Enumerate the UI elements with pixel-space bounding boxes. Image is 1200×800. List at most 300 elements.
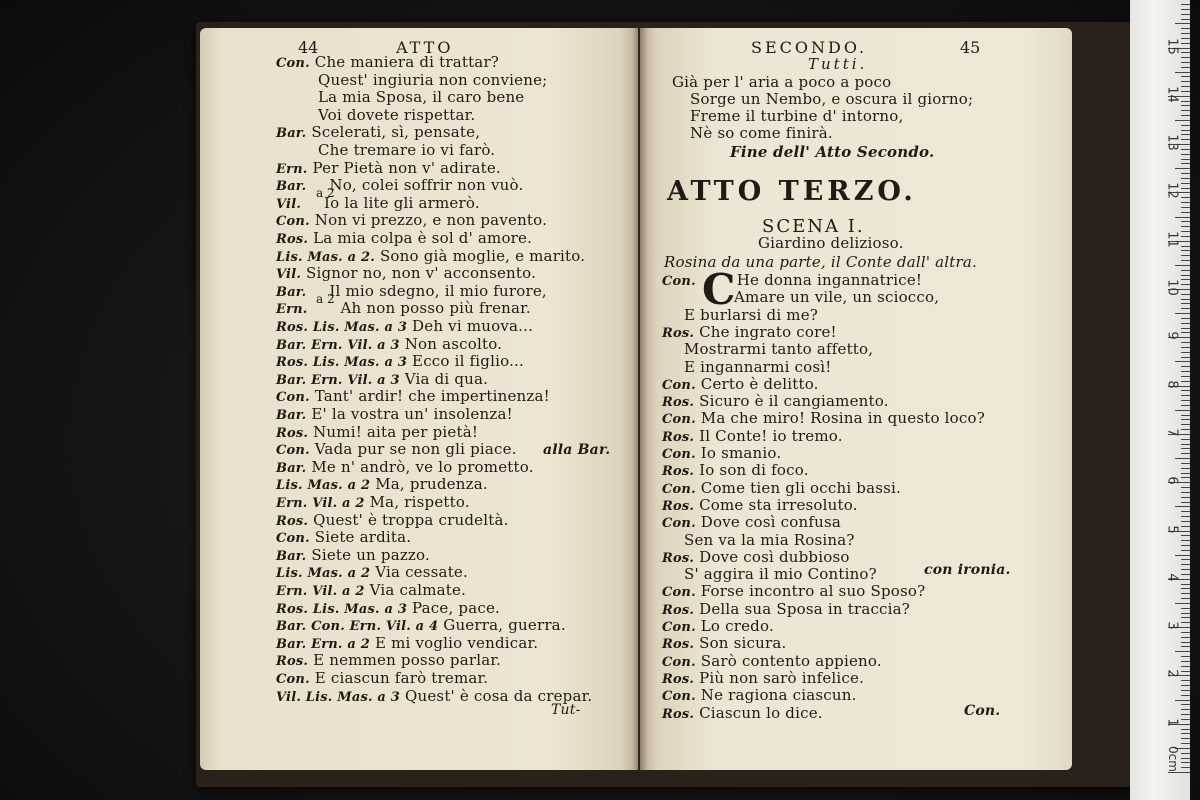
speaker-name: Con. bbox=[662, 274, 696, 289]
ruler-tick bbox=[1181, 38, 1190, 39]
ruler-tick bbox=[1181, 419, 1190, 420]
ruler-tick bbox=[1181, 521, 1190, 522]
speaker-name: Ros. bbox=[662, 430, 695, 445]
line-text: Io smanio. bbox=[700, 444, 782, 462]
speaker-name: Ros. bbox=[662, 326, 695, 341]
dialogue-line bbox=[318, 142, 495, 159]
ruler-tick bbox=[1181, 738, 1190, 739]
dialogue-line bbox=[684, 307, 818, 324]
speaker-name: Con. bbox=[662, 447, 696, 462]
ruler-tick bbox=[1181, 183, 1190, 184]
ruler-tick bbox=[1175, 603, 1190, 604]
ruler-tick bbox=[1181, 173, 1190, 174]
ruler-tick bbox=[1181, 511, 1190, 512]
line-text: Pace, pace. bbox=[412, 599, 501, 617]
stage-direction-top: Rosina da una parte, il Conte dall' altra. bbox=[664, 253, 977, 271]
speaker-name: Ros. bbox=[662, 551, 695, 566]
ruler-number: 8 bbox=[1164, 380, 1180, 389]
ruler-tick bbox=[1181, 332, 1190, 333]
line-text: Della sua Sposa in traccia? bbox=[699, 600, 911, 618]
ruler-tick bbox=[1181, 154, 1190, 155]
ruler-tick bbox=[1181, 115, 1190, 116]
speaker-name: Lis. Mas. a 2 bbox=[276, 566, 371, 581]
ruler-tick bbox=[1175, 23, 1190, 24]
ruler-tick bbox=[1181, 608, 1190, 609]
ruler-tick bbox=[1181, 400, 1190, 401]
dialogue-line bbox=[662, 635, 786, 653]
ruler-tick bbox=[1181, 207, 1190, 208]
line-text: Mostrarmi tanto affetto, bbox=[684, 340, 874, 358]
right-running-head: SECONDO. bbox=[751, 38, 868, 57]
chorus-line: Sorge un Nembo, e oscura il giorno; bbox=[690, 90, 974, 108]
ruler-tick bbox=[1181, 448, 1190, 449]
ruler-tick bbox=[1181, 202, 1190, 203]
speaker-name: Con. bbox=[662, 689, 696, 704]
scene-setting: Giardino delizioso. bbox=[758, 234, 904, 252]
speaker-name: Con. bbox=[276, 672, 310, 687]
ruler-tick bbox=[1181, 212, 1190, 213]
dialogue-line bbox=[276, 177, 523, 195]
line-text: Ciascun lo dice. bbox=[699, 704, 823, 722]
ruler-tick bbox=[1181, 57, 1190, 58]
line-text: Voi dovete rispettar. bbox=[318, 106, 476, 124]
ruler-tick bbox=[1181, 622, 1190, 623]
ruler-tick bbox=[1181, 43, 1190, 44]
dialogue-line bbox=[276, 124, 480, 142]
speaker-name: Con. bbox=[276, 56, 310, 71]
ruler-tick bbox=[1181, 617, 1190, 618]
a2-marker: a 2 bbox=[316, 186, 335, 200]
ruler-tick bbox=[1175, 313, 1190, 314]
dialogue-line bbox=[318, 72, 547, 89]
left-page-number: 44 bbox=[298, 38, 319, 57]
line-text: Siete un pazzo. bbox=[311, 546, 430, 564]
speaker-name: Bar. bbox=[276, 549, 307, 564]
ruler-tick bbox=[1181, 139, 1190, 140]
ruler-tick bbox=[1181, 284, 1190, 285]
ruler-tick bbox=[1181, 76, 1190, 77]
dialogue-line bbox=[276, 318, 533, 336]
ruler-tick bbox=[1175, 217, 1190, 218]
dialogue-line bbox=[662, 705, 823, 723]
ruler-tick bbox=[1181, 762, 1190, 763]
ruler-number: 6 bbox=[1164, 476, 1180, 485]
ruler-tick bbox=[1181, 632, 1190, 633]
line-text: Dove così confusa bbox=[700, 513, 841, 531]
stage-direction-irony: con ironia. bbox=[924, 562, 1011, 578]
ruler-tick bbox=[1181, 642, 1190, 643]
ruler-tick bbox=[1181, 347, 1190, 348]
speaker-name: Ros. bbox=[662, 637, 695, 652]
speaker-name: Con. bbox=[662, 585, 696, 600]
ruler-tick bbox=[1181, 52, 1190, 53]
ruler-tick bbox=[1181, 328, 1190, 329]
ruler-tick bbox=[1181, 33, 1190, 34]
left-running-head: ATTO bbox=[396, 38, 454, 57]
scene-title: SCENA I. bbox=[762, 216, 865, 237]
ruler-tick bbox=[1175, 168, 1190, 169]
dialogue-line bbox=[276, 617, 566, 635]
dialogue-line bbox=[276, 406, 513, 424]
ruler-tick bbox=[1181, 661, 1190, 662]
speaker-name: Ros. bbox=[662, 603, 695, 618]
ruler-tick bbox=[1181, 4, 1190, 5]
line-text: Via calmate. bbox=[369, 581, 467, 599]
speaker-name: Lis. Mas. a 2 bbox=[276, 478, 371, 493]
ruler-unit-label: 0cm bbox=[1165, 746, 1180, 772]
ruler-tick bbox=[1168, 772, 1190, 773]
ruler-tick bbox=[1175, 506, 1190, 507]
line-text: Son sicura. bbox=[699, 634, 787, 652]
line-text: E nemmen posso parlar. bbox=[313, 651, 502, 669]
line-text: Certo è delitto. bbox=[700, 375, 819, 393]
ruler-tick bbox=[1181, 28, 1190, 29]
ruler-tick bbox=[1181, 226, 1190, 227]
ruler-tick bbox=[1175, 555, 1190, 556]
ruler-tick bbox=[1181, 516, 1190, 517]
line-text: Lo credo. bbox=[700, 617, 774, 635]
dialogue-line bbox=[684, 359, 832, 376]
dialogue-line bbox=[276, 652, 501, 670]
speaker-name: Ros. bbox=[276, 514, 309, 529]
speaker-name: Ros. bbox=[662, 395, 695, 410]
ruler-tick bbox=[1181, 666, 1190, 667]
ruler-tick bbox=[1181, 19, 1190, 20]
ruler-tick bbox=[1181, 593, 1190, 594]
ruler-tick bbox=[1181, 646, 1190, 647]
speaker-name: Con. bbox=[276, 390, 310, 405]
ruler-tick bbox=[1181, 637, 1190, 638]
dialogue-line bbox=[662, 687, 857, 705]
dialogue-line bbox=[684, 341, 873, 358]
speaker-name: Bar. bbox=[276, 461, 307, 476]
line-text: Vada pur se non gli piace. bbox=[314, 440, 517, 458]
dialogue-line bbox=[276, 476, 488, 494]
ruler-tick bbox=[1175, 72, 1190, 73]
ruler-number: 14 bbox=[1164, 86, 1180, 103]
book-gutter bbox=[632, 28, 648, 770]
line-text: Non vi prezzo, e non pavento. bbox=[314, 211, 548, 229]
ruler-tick bbox=[1181, 159, 1190, 160]
ruler-tick bbox=[1181, 439, 1190, 440]
ruler-tick bbox=[1175, 120, 1190, 121]
ruler-tick bbox=[1181, 569, 1190, 570]
dialogue-line bbox=[684, 532, 855, 549]
ruler-number: 2 bbox=[1164, 669, 1180, 678]
ruler-tick bbox=[1181, 125, 1190, 126]
ruler-tick bbox=[1181, 405, 1190, 406]
ruler-tick bbox=[1181, 559, 1190, 560]
ruler-tick bbox=[1181, 502, 1190, 503]
speaker-name: Ern. Vil. a 2 bbox=[276, 496, 365, 511]
speaker-name: Con. bbox=[662, 482, 696, 497]
ruler-number: 9 bbox=[1164, 331, 1180, 340]
ruler-tick bbox=[1181, 188, 1190, 189]
speaker-name: Ros. Lis. Mas. a 3 bbox=[276, 320, 408, 335]
ruler-tick bbox=[1181, 231, 1190, 232]
ruler-tick bbox=[1181, 149, 1190, 150]
line-text: Me n' andrò, ve lo prometto. bbox=[311, 458, 534, 476]
dialogue-line bbox=[276, 353, 524, 371]
dialogue-line bbox=[318, 107, 475, 124]
line-text: Sarò contento appieno. bbox=[700, 652, 882, 670]
ruler-number: 10 bbox=[1164, 279, 1180, 296]
line-text: Ma, prudenza. bbox=[375, 475, 488, 493]
ruler-tick bbox=[1181, 550, 1190, 551]
ruler-tick bbox=[1181, 540, 1190, 541]
ruler-tick bbox=[1181, 473, 1190, 474]
speaker-name: Bar. Ern. Vil. a 3 bbox=[276, 373, 400, 388]
line-text: E ciascun farò tremar. bbox=[314, 669, 489, 687]
line-text: Per Pietà non v' adirate. bbox=[312, 159, 501, 177]
ruler-tick bbox=[1181, 714, 1190, 715]
ruler-tick bbox=[1181, 260, 1190, 261]
speaker-name: Con. bbox=[662, 378, 696, 393]
ruler-tick bbox=[1181, 299, 1190, 300]
ruler-number: 11 bbox=[1164, 231, 1180, 248]
speaker-name: Ros. bbox=[662, 464, 695, 479]
line-text: Scelerati, sì, pensate, bbox=[311, 123, 481, 141]
dialogue-line bbox=[734, 289, 939, 306]
ruler-number: 13 bbox=[1164, 134, 1180, 151]
dialogue-line bbox=[276, 388, 550, 406]
ruler-tick bbox=[1181, 753, 1190, 754]
line-text: Forse incontro al suo Sposo? bbox=[700, 582, 926, 600]
ruler-tick bbox=[1181, 236, 1190, 237]
ruler-tick bbox=[1181, 376, 1190, 377]
ruler-tick bbox=[1181, 415, 1190, 416]
dialogue-line bbox=[662, 410, 985, 428]
speaker-name: Ern. bbox=[276, 162, 308, 177]
line-text: Non ascolto. bbox=[404, 335, 503, 353]
ruler-tick bbox=[1181, 588, 1190, 589]
line-text: Come sta irresoluto. bbox=[699, 496, 858, 514]
ruler-tick bbox=[1181, 323, 1190, 324]
ruler-tick bbox=[1181, 105, 1190, 106]
speaker-name: Ern. bbox=[276, 302, 308, 317]
dialogue-line bbox=[276, 441, 517, 459]
speaker-name: Con. bbox=[662, 516, 696, 531]
ruler-tick bbox=[1181, 390, 1190, 391]
ruler-tick bbox=[1181, 250, 1190, 251]
speaker-name: Ros. bbox=[662, 499, 695, 514]
ruler-tick bbox=[1181, 294, 1190, 295]
line-text: Quest' è troppa crudeltà. bbox=[313, 511, 509, 529]
ruler-tick bbox=[1175, 651, 1190, 652]
line-text: Amare un vile, un sciocco, bbox=[734, 288, 940, 306]
line-text: Quest' è cosa da crepar. bbox=[404, 687, 593, 705]
ruler-tick bbox=[1181, 468, 1190, 469]
line-text: E ingannarmi così! bbox=[684, 358, 832, 376]
ruler-tick bbox=[1181, 395, 1190, 396]
ruler-tick bbox=[1181, 318, 1190, 319]
speaker-name: Bar. bbox=[276, 179, 307, 194]
line-text: Io son di foco. bbox=[699, 461, 809, 479]
ruler-tick bbox=[1181, 709, 1190, 710]
line-text: Ecco il figlio... bbox=[412, 352, 524, 370]
line-text: Siete ardita. bbox=[314, 528, 412, 546]
ruler-tick bbox=[1181, 371, 1190, 372]
speaker-name: Ern. Vil. a 2 bbox=[276, 584, 365, 599]
ruler-tick bbox=[1181, 110, 1190, 111]
dialogue-line bbox=[276, 564, 468, 582]
ruler-tick bbox=[1181, 275, 1190, 276]
dialogue-line bbox=[662, 514, 841, 532]
ruler-tick bbox=[1181, 685, 1190, 686]
stage-direction-alla-bar: alla Bar. bbox=[543, 442, 611, 458]
drop-cap: C bbox=[702, 265, 736, 314]
ruler-tick bbox=[1181, 270, 1190, 271]
dialogue-line bbox=[276, 670, 488, 688]
left-catchword: Tut- bbox=[551, 702, 581, 718]
line-text: Ma che miro! Rosina in questo loco? bbox=[700, 409, 985, 427]
ruler-tick bbox=[1181, 680, 1190, 681]
ruler-tick bbox=[1181, 584, 1190, 585]
speaker-name: Bar. Ern. a 2 bbox=[276, 637, 370, 652]
act-title: ATTO TERZO. bbox=[667, 176, 917, 207]
a2-marker-2: a 2 bbox=[316, 292, 335, 306]
line-text: Ne ragiona ciascun. bbox=[700, 686, 857, 704]
ruler-tick bbox=[1181, 246, 1190, 247]
chorus-line: Già per l' aria a poco a poco bbox=[672, 73, 892, 91]
line-text: Sicuro è il cangiamento. bbox=[699, 392, 889, 410]
speaker-name: Con. bbox=[276, 443, 310, 458]
dialogue-line bbox=[662, 583, 925, 601]
ruler-tick bbox=[1181, 574, 1190, 575]
line-text: Deh vi muova... bbox=[412, 317, 534, 335]
ruler-tick bbox=[1181, 743, 1190, 744]
ruler-tick bbox=[1181, 14, 1190, 15]
ruler-tick bbox=[1181, 381, 1190, 382]
ruler-tick bbox=[1181, 733, 1190, 734]
ruler-tick bbox=[1181, 526, 1190, 527]
ruler-tick bbox=[1181, 163, 1190, 164]
ruler-tick bbox=[1181, 535, 1190, 536]
line-text: S' aggira il mio Contino? bbox=[684, 565, 877, 583]
line-text: E burlarsi di me? bbox=[684, 306, 819, 324]
speaker-name: Con. bbox=[276, 531, 310, 546]
ruler-tick bbox=[1175, 458, 1190, 459]
line-text: Quest' ingiuria non conviene; bbox=[318, 71, 548, 89]
ruler-tick bbox=[1181, 86, 1190, 87]
ruler-number: 3 bbox=[1164, 621, 1180, 630]
ruler-tick bbox=[1181, 492, 1190, 493]
ruler-tick bbox=[1181, 729, 1190, 730]
dialogue-line bbox=[276, 582, 466, 600]
speaker-name: Vil. bbox=[276, 197, 302, 212]
ruler-tick bbox=[1181, 308, 1190, 309]
right-catchword: Con. bbox=[964, 703, 1001, 719]
ruler-tick bbox=[1181, 695, 1190, 696]
ruler-tick bbox=[1181, 598, 1190, 599]
speaker-name: Bar. bbox=[276, 126, 307, 141]
ruler-number: 15 bbox=[1164, 38, 1180, 55]
ruler-tick bbox=[1175, 265, 1190, 266]
dialogue-line bbox=[276, 688, 592, 706]
ruler-tick bbox=[1181, 671, 1190, 672]
ruler-tick bbox=[1175, 410, 1190, 411]
ruler-tick bbox=[1181, 62, 1190, 63]
tutti-heading: Tutti. bbox=[808, 55, 868, 73]
ruler-tick bbox=[1181, 463, 1190, 464]
dialogue-line bbox=[276, 529, 411, 547]
ruler-tick bbox=[1181, 613, 1190, 614]
speaker-name: Vil. bbox=[276, 267, 302, 282]
line-text: Tant' ardir! che impertinenza! bbox=[314, 387, 550, 405]
dialogue-line bbox=[276, 212, 547, 230]
line-text: Che tremare io vi farò. bbox=[318, 141, 496, 159]
ruler-tick bbox=[1181, 279, 1190, 280]
line-text: Che maniera di trattar? bbox=[314, 53, 500, 71]
line-text: Via di qua. bbox=[404, 370, 489, 388]
speaker-name: Con. bbox=[276, 214, 310, 229]
ruler-tick bbox=[1181, 67, 1190, 68]
line-text: Il Conte! io tremo. bbox=[699, 427, 843, 445]
line-text: Numi! aita per pietà! bbox=[313, 423, 479, 441]
ruler-tick bbox=[1181, 487, 1190, 488]
speaker-name: Ros. bbox=[662, 707, 695, 722]
ruler-tick bbox=[1181, 178, 1190, 179]
ruler-tick bbox=[1181, 134, 1190, 135]
speaker-name: Ros. bbox=[662, 672, 695, 687]
ruler-tick bbox=[1181, 101, 1190, 102]
speaker-name: Bar. Con. Ern. Vil. a 4 bbox=[276, 619, 439, 634]
ruler-number: 7 bbox=[1164, 428, 1180, 437]
dialogue-line bbox=[276, 265, 536, 283]
line-text: Dove così dubbioso bbox=[699, 548, 850, 566]
ruler-tick bbox=[1181, 545, 1190, 546]
line-text: Più non sarò infelice. bbox=[699, 669, 865, 687]
ruler-tick bbox=[1181, 704, 1190, 705]
speaker-name: Con. bbox=[662, 412, 696, 427]
line-text: No, colei soffrir non vuò. bbox=[329, 176, 524, 194]
line-text: Ma, rispetto. bbox=[369, 493, 470, 511]
line-text: Che ingrato core! bbox=[699, 323, 837, 341]
speaker-name: Lis. Mas. a 2. bbox=[276, 250, 375, 265]
left-page bbox=[200, 28, 638, 770]
ruler-number: 4 bbox=[1164, 573, 1180, 582]
ruler-tick bbox=[1181, 130, 1190, 131]
speaker-name: Ros. bbox=[276, 426, 309, 441]
speaker-name: Con. bbox=[662, 655, 696, 670]
measuring-ruler bbox=[1130, 0, 1190, 800]
ruler-tick bbox=[1181, 81, 1190, 82]
ruler-tick bbox=[1181, 255, 1190, 256]
ruler-tick bbox=[1181, 197, 1190, 198]
ruler-tick bbox=[1181, 767, 1190, 768]
chorus-line: Nè so come finirà. bbox=[690, 124, 833, 142]
ruler-number: 5 bbox=[1164, 525, 1180, 534]
speaker-name: Ros. Lis. Mas. a 3 bbox=[276, 602, 408, 617]
ruler-tick bbox=[1181, 303, 1190, 304]
right-page bbox=[640, 28, 1072, 770]
ruler-tick bbox=[1181, 357, 1190, 358]
ruler-number: 12 bbox=[1164, 182, 1180, 199]
dialogue-line bbox=[684, 566, 877, 583]
ruler-tick bbox=[1181, 9, 1190, 10]
line-text: La mia Sposa, il caro bene bbox=[318, 88, 525, 106]
line-text: Sen va la mia Rosina? bbox=[684, 531, 855, 549]
speaker-name: Bar. Ern. Vil. a 3 bbox=[276, 338, 400, 353]
ruler-tick bbox=[1181, 424, 1190, 425]
line-text: La mia colpa è sol d' amore. bbox=[313, 229, 533, 247]
ruler-tick bbox=[1181, 453, 1190, 454]
right-page-number: 45 bbox=[960, 38, 981, 57]
speaker-name: Ros. Lis. Mas. a 3 bbox=[276, 355, 408, 370]
speaker-name: Vil. Lis. Mas. a 3 bbox=[276, 690, 401, 705]
ruler-tick bbox=[1181, 366, 1190, 367]
ruler-tick bbox=[1175, 361, 1190, 362]
